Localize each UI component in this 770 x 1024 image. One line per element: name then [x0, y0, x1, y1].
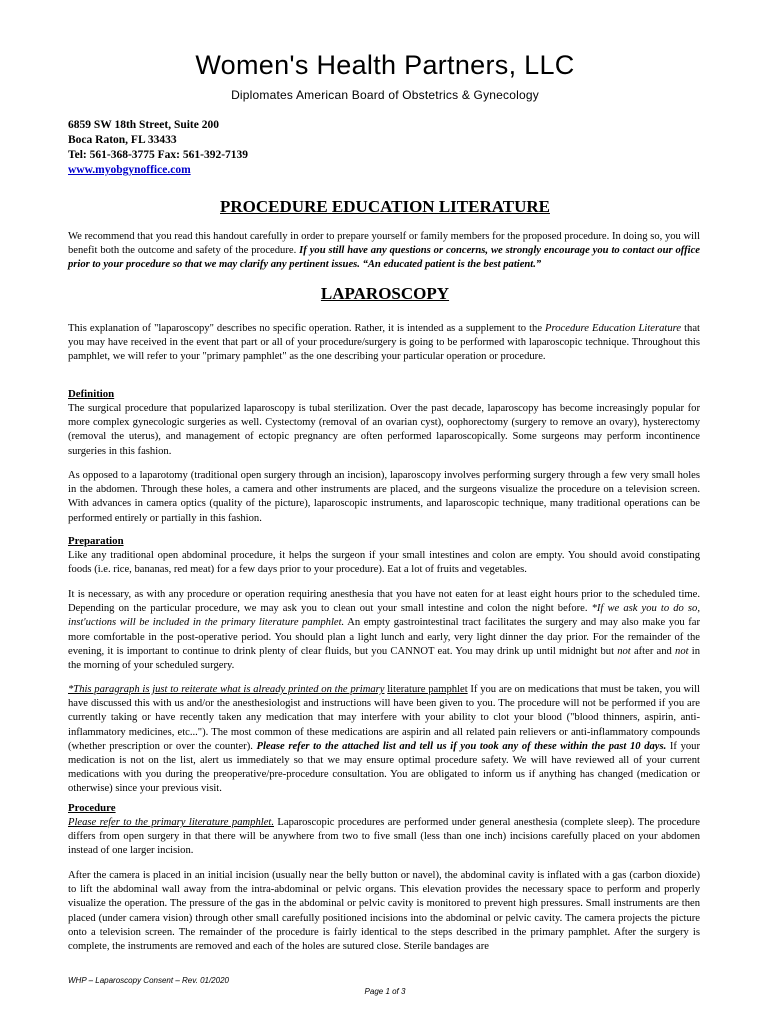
footer-revision: WHP – Laparoscopy Consent – Rev. 01/2020 — [68, 976, 229, 985]
address-block — [68, 118, 248, 178]
proc-p1-text: Laparoscopic procedures are performed under general anesthesia (complete sleep). The procedure differs from open surgery in that there will be anywhere from two to five small (less than one inch) incisions carefully placed on your abdomen instead of one larger incision. — [68, 817, 700, 857]
prep-p3-italic: *This paragraph is just to reiterate what is already printed on the primary — [68, 684, 385, 695]
document-title: PROCEDURE EDUCATION LITERATURE — [220, 197, 550, 216]
procedure-paragraph-2: After the camera is placed in an initial incision (usually near the belly button or navel), the abdominal cavity is inflated with a gas (carbon dioxide) to lift the abdominal wall away from the intra-abdominal or pelvic organs. This elevation provides the necessary space to perform and properly visualize the operation. The pressure of the gas in the abdominal or pelvic cavity is monitored to prevent high pressures. Small instruments are then placed (under camera vision) through other small carefully positioned incisions into the abdominal or pelvic cavity. The camera projects the picture onto a television screen. The remainder of the procedure is fairly identical to the steps described in the primary pamphlet. After the surgery is complete, the instruments are removed and each of the holes are sutured close. Sterile bandages are — [68, 870, 700, 953]
prep-p2-c: after and — [630, 645, 676, 657]
explanation-italic: Procedure Education Literature — [545, 323, 682, 334]
prep-p2-not-1: not — [617, 645, 631, 657]
prep-p2-a: It is necessary, as with any procedure or operation requiring anesthesia that you have not eaten for at least eight hours prior to the scheduled time. Depending on the particular procedure, we may ask you to clean out your small intestine and colon the night before. — [68, 589, 700, 615]
proc-p1-italic: Please refer to the primary literature pamphlet. — [68, 817, 274, 828]
firm-name: Women's Health Partners, LLC — [195, 50, 575, 80]
prep-p3-b: If your medication is not on the list, alert us immediately so that we may ensure optimal procedure safety. We will have reviewed all of your current medications with you during the preoperative/pre-procedure consultation. You are obligated to inform us if anything has changed (medication or otherwise) since your previous visit. — [68, 740, 700, 795]
preparation-paragraph-3 — [68, 683, 700, 797]
intro-emphasis: If you still have any questions or concerns, we strongly encourage you to contact our office prior to your procedure so that we may clarify any pertinent issues. “An educated patient is the best patient.” — [68, 245, 700, 271]
preparation-heading: Preparation — [68, 535, 124, 547]
prep-p3-link: literature pamphlet — [387, 684, 468, 695]
definition-heading: Definition — [68, 388, 115, 400]
firm-subtitle: Diplomates American Board of Obstetrics & Gynecology — [231, 88, 539, 102]
footer-page-number: Page 1 of 3 — [364, 987, 406, 996]
explanation-paragraph — [68, 322, 700, 365]
prep-p2-b: An empty gastrointestinal tract facilitates the surgery and may also make you far more comfortable in the post-operative period. You should plan a light lunch and early, very light dinner the day prior. For the remainder of the evening, it is important to continue to drink plenty of clear fluids, but you CANNOT eat. You may drink up until midnight but — [68, 617, 701, 657]
procedure-title: LAPAROSCOPY — [320, 284, 450, 303]
address-line-1: 6859 SW 18th Street, Suite 200 — [68, 119, 219, 131]
prep-p3-bold: Please refer to the attached list and tell us if you took any of these within the past 10 days. — [256, 740, 667, 752]
prep-p2-italic: *If we ask you to do so, inst'uctions will be included in the primary literature pamphlet. — [68, 603, 700, 629]
phone-fax: Tel: 561-368-3775 Fax: 561-392-7139 — [68, 149, 249, 161]
prep-p2-not-2: not — [675, 645, 689, 657]
prep-p3-a: If you are on medications that must be taken, you will have discussed this with us and/or the anesthesiologist and instructions will have been given to you. The procedure will not be performed if you are currently taking or have recently taken any medication that may interfere with your ability to clot your blood ("blood thinners, aspirin, anti-inflammatory medicines, etc..."). The most common of these medications are aspirin and all related pain relievers or anti-inflammatory compounds (whether prescription or over the counter). — [68, 684, 700, 752]
address-line-2: Boca Raton, FL 33433 — [68, 134, 177, 146]
preparation-paragraph-1: Like any traditional open abdominal procedure, it helps the surgeon if your small intestines and colon are empty. You should avoid constipating foods (i.e. rice, bananas, red meat) for a few days prior to your procedure). Eat a lot of fruits and vegetables. — [68, 550, 700, 576]
intro-paragraph — [68, 230, 700, 273]
prep-p2-d: in the morning of your scheduled surgery. — [68, 645, 700, 672]
explanation-text-1: This explanation of "laparoscopy" describes no specific operation. Rather, it is intended as a supplement to the — [68, 323, 546, 334]
website-link[interactable]: www.myobgynoffice.com — [68, 164, 191, 176]
intro-text: We recommend that you read this handout carefully in order to prepare yourself or family members for the proposed procedure. In doing so, you will benefit both the outcome and safety of the procedure. — [68, 231, 700, 257]
definition-paragraph-2: As opposed to a laparotomy (traditional open surgery through an incision), laparoscopy involves performing surgery through a few very small holes in the abdomen. Through these holes, a camera and other instruments are placed, and the surgeons visualize the procedure on a television screen. With advances in camera optics (quality of the picture), laparoscopic instruments, and laparoscopic technique, many traditional operations can be performed entirely or partially in this fashion. — [68, 470, 700, 524]
preparation-paragraph-2 — [68, 588, 700, 673]
definition-paragraph-1: The surgical procedure that popularized laparoscopy is tubal sterilization. Over the past decade, laparoscopy has become increasingly popular for more complex gynecologic surgeries as well. Cystectomy (removal of an ovarian cyst), oophorectomy (surgery to remove an ovary), hysterectomy (removal the uterus), and management of ectopic pregnancy are often performed laparoscopically. Some surgeons may perform incontinence surgeries in this fashion. — [68, 403, 700, 457]
procedure-heading: Procedure — [68, 802, 116, 814]
procedure-paragraph-1 — [68, 816, 700, 859]
explanation-text-2: that you may have received in the event that part or all of your procedure/surgery is going to be performed with laparoscopic technique. Throughout this pamphlet, we will refer to your "primary pamphlet" as the one describing your particular operation or procedure. — [68, 323, 700, 363]
